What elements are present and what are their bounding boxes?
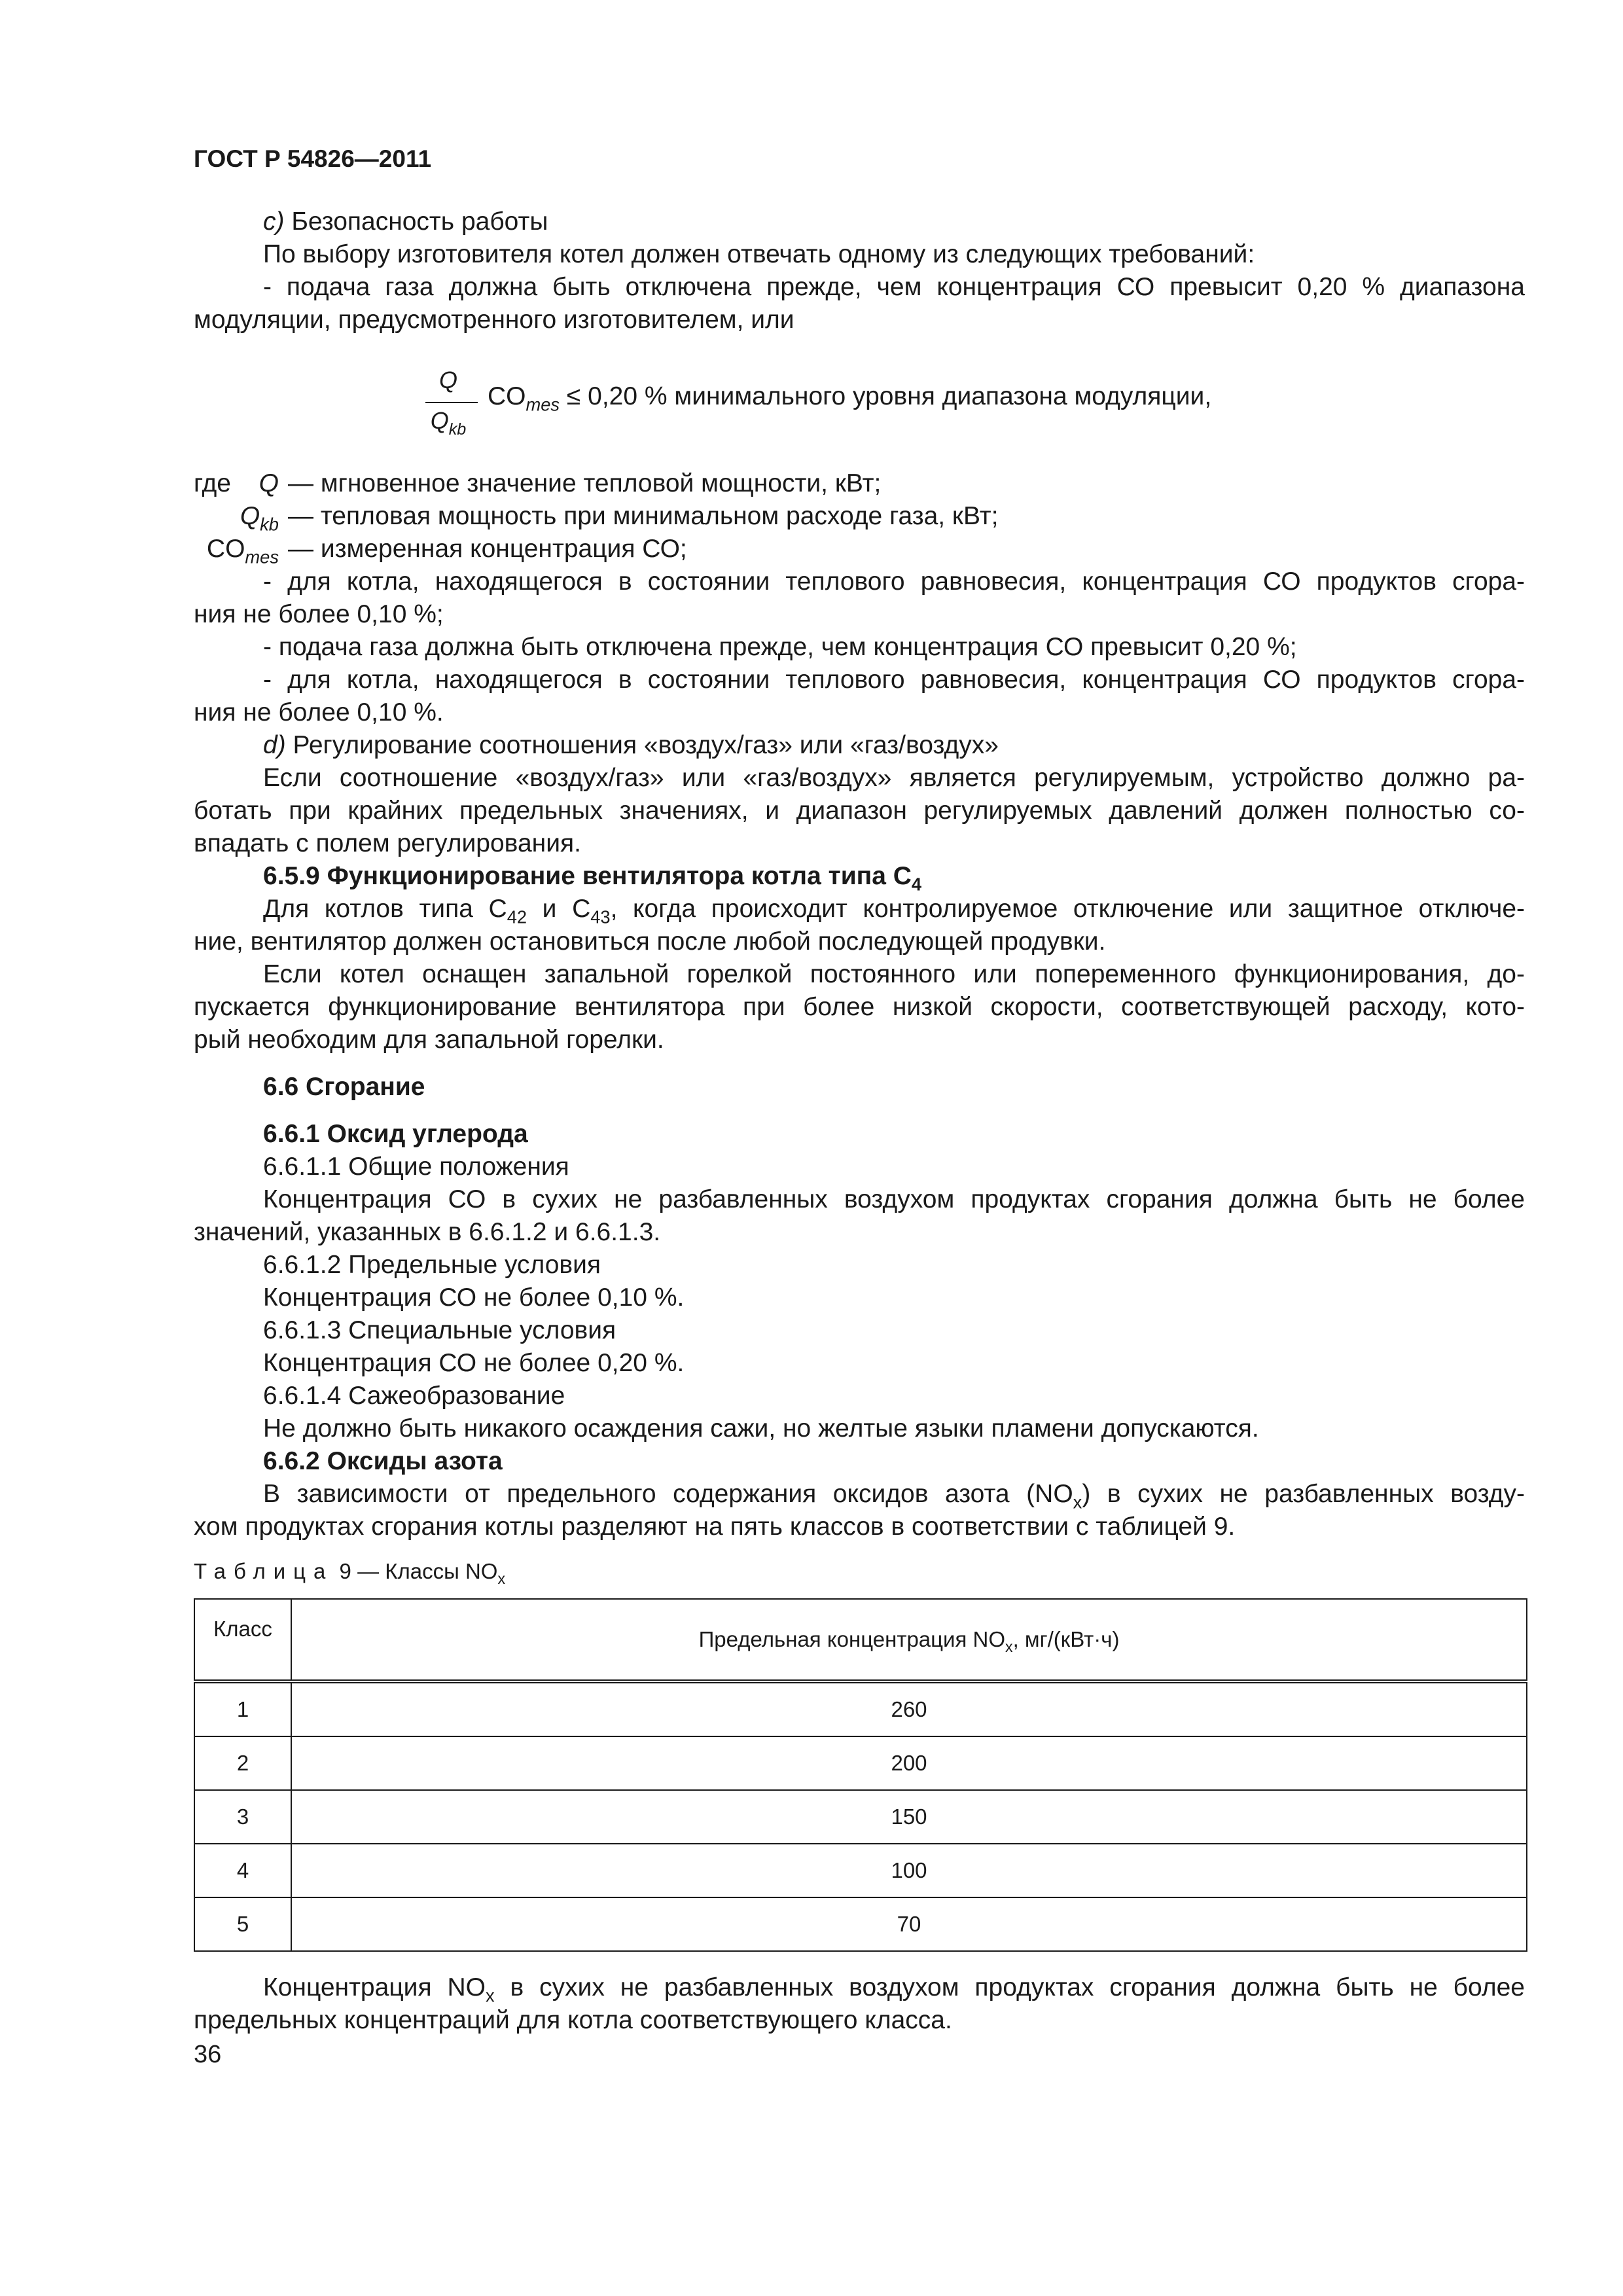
table-cell-value: 100: [291, 1844, 1527, 1897]
subsection-6614: 6.6.1.4 Сажеобразование: [263, 1382, 565, 1410]
table-cell-class: 5: [194, 1897, 291, 1951]
paragraph-line: впадать с полем регулирования.: [194, 829, 581, 857]
paragraph-line: Концентрация СО не более 0,20 %.: [263, 1349, 685, 1377]
column-header-concentration: Предельная концентрация $NO_x$, мг/(кВт·ч): [291, 1599, 1527, 1681]
symbol-qkb: $Q_{kb}$: [240, 502, 279, 535]
section-661-title: 6.6.1 Оксид углерода: [263, 1120, 528, 1148]
document-header: ГОСТ Р 54826—2011: [194, 145, 432, 172]
fraction-bar: [425, 402, 478, 403]
table-row: [194, 1736, 1527, 1790]
table-caption-word: Таблица: [194, 1559, 334, 1583]
paragraph-line: ние, вентилятор должен остановиться после любой последующей продувки.: [194, 927, 1106, 956]
table-cell-value: 150: [291, 1790, 1527, 1844]
bullet-item: - для котла, находящегося в состоянии теплового равновесия, концентрация СО продуктов сгора-: [263, 666, 1525, 694]
paragraph-line: рый необходим для запальной горелки.: [194, 1026, 664, 1054]
paragraph-line: значений, указанных в 6.6.1.2 и 6.6.1.3.: [194, 1218, 661, 1246]
symbol-q: Q: [259, 469, 279, 497]
paragraph-line: модуляции, предусмотренного изготовителем, или: [194, 306, 794, 334]
bullet-item: - для котла, находящегося в состоянии теплового равновесия, концентрация СО продуктов сгора-: [263, 567, 1525, 596]
paragraph-line: Для котлов типа $C_{42}$ и $C_{43}$, когда происходит контролируемое отключение или защитное отключе-: [263, 895, 1525, 927]
section-d-marker: d): [263, 731, 286, 759]
where-intro: где: [194, 469, 231, 497]
paragraph-line: В зависимости от предельного содержания оксидов азота $(NO_x)$ в сухих не разбавленных возду-: [263, 1480, 1525, 1513]
paragraph-line: По выбору изготовителя котел должен отвечать одному из следующих требований:: [263, 240, 1255, 268]
table-caption: Таблица 9 — Классы $NO_x$: [194, 1559, 506, 1588]
column-header-class: Класс: [194, 1599, 291, 1681]
table-cell-value: 260: [291, 1681, 1527, 1736]
paragraph-line: Концентрация СО в сухих не разбавленных воздухом продуктах сгорания должна быть не более: [263, 1185, 1525, 1213]
bullet-item: - подача газа должна быть отключена прежде, чем концентрация СО превысит 0,20 %;: [263, 633, 1297, 661]
paragraph-line: предельных концентраций для котла соответствующего класса.: [194, 2006, 952, 2034]
nox-classes-table: [194, 1598, 1527, 1952]
paragraph-line: ботать при крайних предельных значениях, и диапазон регулируемых давлений должен полностью со-: [194, 797, 1525, 825]
paragraph-line: Не должно быть никакого осаждения сажи, но желтые языки пламени допускаются.: [263, 1414, 1259, 1443]
section-659-title: 6.5.9 Функционирование вентилятора котла типа $C_4$: [263, 862, 922, 895]
paragraph-line: Концентрация СО не более 0,10 %.: [263, 1283, 685, 1312]
section-c-marker: c): [263, 207, 285, 236]
paragraph-line: - подача газа должна быть отключена прежде, чем концентрация СО превысит 0,20 % диапазона: [263, 273, 1525, 301]
table-cell-value: 70: [291, 1897, 1527, 1951]
subsection-6611: 6.6.1.1 Общие положения: [263, 1153, 569, 1181]
table-cell-class: 4: [194, 1844, 291, 1897]
table-cell-value: 200: [291, 1736, 1527, 1790]
section-662-title: 6.6.2 Оксиды азота: [263, 1447, 503, 1475]
symbol-comes-desc: — измеренная концентрация СО;: [288, 535, 687, 563]
table-cell-class: 1: [194, 1681, 291, 1736]
section-d-heading: [263, 729, 999, 762]
paragraph-line: ния не более 0,10 %.: [194, 698, 444, 726]
symbol-comes: $CO_{mes}$: [206, 535, 279, 567]
symbol-q-desc: — мгновенное значение тепловой мощности, кВт;: [288, 469, 882, 497]
page-number: 36: [194, 2041, 222, 2068]
section-c-heading: [263, 206, 548, 238]
formula-rest: [488, 382, 1212, 415]
section-66-title: 6.6 Сгорание: [263, 1073, 425, 1101]
subsection-6613: 6.6.1.3 Специальные условия: [263, 1316, 616, 1344]
table-row: [194, 1897, 1527, 1951]
formula-denominator: $Q_{kb}$: [430, 407, 467, 439]
formula-condition: ≤ 0,20 % минимального уровня диапазона модуляции,: [566, 382, 1212, 410]
paragraph-line: Концентрация $NO_x$ в сухих не разбавленных воздухом продуктах сгорания должна быть не более: [263, 1973, 1525, 2006]
symbol-qkb-desc: — тепловая мощность при минимальном расходе газа, кВт;: [288, 502, 999, 530]
formula-co: CO: [488, 382, 526, 410]
paragraph-line: ния не более 0,10 %;: [194, 600, 444, 628]
subsection-6612: 6.6.1.2 Предельные условия: [263, 1251, 601, 1279]
table-row: [194, 1790, 1527, 1844]
section-d-title: Регулирование соотношения «воздух/газ» или «газ/воздух»: [285, 731, 999, 759]
paragraph-line: хом продуктах сгорания котлы разделяют на пять классов в соответствии с таблицей 9.: [194, 1513, 1236, 1541]
formula-co-sub: mes: [526, 394, 560, 415]
formula-fraction: [412, 367, 484, 452]
formula-numerator: Q: [438, 367, 457, 393]
paragraph-line: Если соотношение «воздух/газ» или «газ/воздух» является регулируемым, устройство должно ра-: [263, 764, 1525, 792]
paragraph-line: пускается функционирование вентилятора при более низкой скорости, соответствующей расходу, кото-: [194, 993, 1525, 1021]
table-cell-class: 2: [194, 1736, 291, 1790]
table-row: [194, 1844, 1527, 1897]
section-c-title: Безопасность работы: [284, 207, 548, 236]
table-header-row: [194, 1599, 1527, 1681]
table-cell-class: 3: [194, 1790, 291, 1844]
table-row: [194, 1681, 1527, 1736]
paragraph-line: Если котел оснащен запальной горелкой постоянного или попеременного функционирования, до-: [263, 960, 1525, 988]
